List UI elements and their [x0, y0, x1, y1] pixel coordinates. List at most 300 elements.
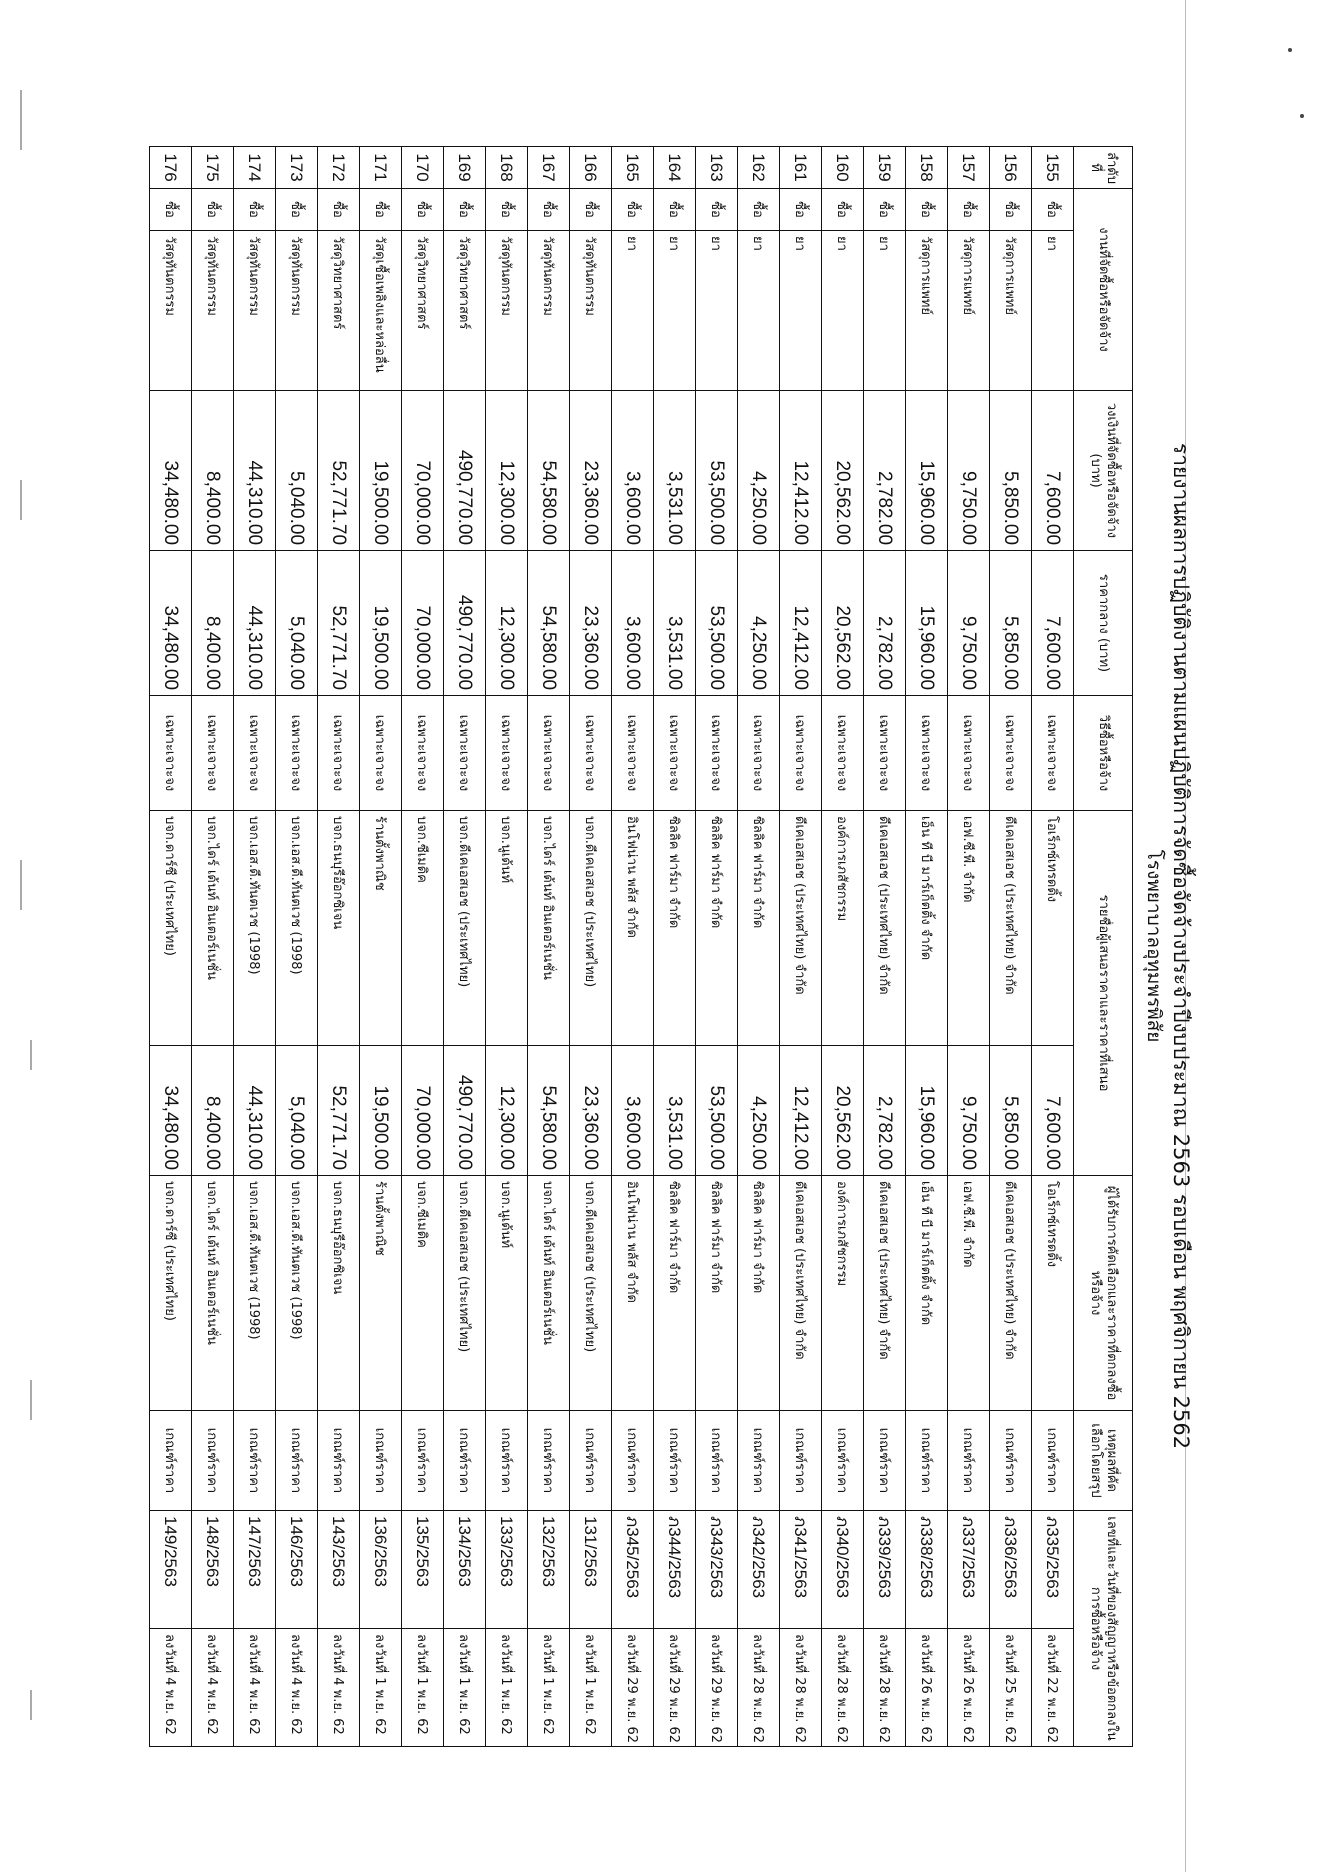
- cell-budget: 2,782.00: [864, 391, 906, 551]
- cell-bidder: บจก.ซีเมดิค: [402, 811, 444, 1046]
- cell-contract-no: ภ335/2563: [1032, 1511, 1074, 1629]
- cell-type: ซื้อ: [822, 189, 864, 231]
- cell-item: วัสดุทันตกรรม: [150, 231, 192, 391]
- cell-item: ยา: [1032, 231, 1074, 391]
- cell-no: 175: [192, 147, 234, 189]
- cell-winner: บจก.เอส.ดี.ทันตเวช (1998): [234, 1176, 276, 1411]
- cell-item: วัสดุการแพทย์: [906, 231, 948, 391]
- cell-bidder: เอ็น ที บี มาร์เก็ตติ้ง จำกัด: [906, 811, 948, 1046]
- cell-method: เฉพาะเจาะจง: [948, 696, 990, 811]
- cell-no: 170: [402, 147, 444, 189]
- cell-median-price: 490,770.00: [444, 551, 486, 696]
- cell-no: 173: [276, 147, 318, 189]
- cell-method: เฉพาะเจาะจง: [360, 696, 402, 811]
- cell-method: เฉพาะเจาะจง: [234, 696, 276, 811]
- cell-contract-date: ลงวันที่ 28 พ.ย. 62: [822, 1629, 864, 1747]
- cell-method: เฉพาะเจาะจง: [906, 696, 948, 811]
- cell-contract-date: ลงวันที่ 29 พ.ย. 62: [654, 1629, 696, 1747]
- cell-item: ยา: [738, 231, 780, 391]
- cell-contract-date: ลงวันที่ 28 พ.ย. 62: [738, 1629, 780, 1747]
- cell-bidder: ร้านตั้งพาณิช: [360, 811, 402, 1046]
- cell-bid-price: 34,480.00: [150, 1046, 192, 1176]
- cell-contract-no: 131/2563: [570, 1511, 612, 1629]
- cell-method: เฉพาะเจาะจง: [780, 696, 822, 811]
- cell-bidder: องค์การเภสัชกรรม: [822, 811, 864, 1046]
- cell-method: เฉพาะเจาะจง: [864, 696, 906, 811]
- cell-winner: อินโฟน่าน พลัส จำกัด: [612, 1176, 654, 1411]
- cell-bid-price: 5,040.00: [276, 1046, 318, 1176]
- cell-contract-date: ลงวันที่ 26 พ.ย. 62: [948, 1629, 990, 1747]
- cell-type: ซื้อ: [1032, 189, 1074, 231]
- cell-budget: 23,360.00: [570, 391, 612, 551]
- cell-contract-no: ภ336/2563: [990, 1511, 1032, 1629]
- scan-mark: [20, 480, 22, 520]
- cell-no: 174: [234, 147, 276, 189]
- cell-bid-price: 12,412.00: [780, 1046, 822, 1176]
- cell-method: เฉพาะเจาะจง: [654, 696, 696, 811]
- table-row: [318, 147, 360, 1747]
- cell-contract-date: ลงวันที่ 22 พ.ย. 62: [1032, 1629, 1074, 1747]
- cell-budget: 19,500.00: [360, 391, 402, 551]
- cell-contract-no: 146/2563: [276, 1511, 318, 1629]
- cell-item: ยา: [822, 231, 864, 391]
- cell-contract-no: ภ345/2563: [612, 1511, 654, 1629]
- table-row: [906, 147, 948, 1747]
- cell-winner: โอเร็กซ์เทรดดิ้ง: [1032, 1176, 1074, 1411]
- table-row: [192, 147, 234, 1747]
- table-row: [864, 147, 906, 1747]
- cell-bid-price: 4,250.00: [738, 1046, 780, 1176]
- table-row: [738, 147, 780, 1747]
- cell-budget: 5,850.00: [990, 391, 1032, 551]
- cell-bid-price: 54,580.00: [528, 1046, 570, 1176]
- cell-winner: ดีเคเอสเอช (ประเทศไทย) จำกัด: [780, 1176, 822, 1411]
- cell-median-price: 15,960.00: [906, 551, 948, 696]
- cell-budget: 4,250.00: [738, 391, 780, 551]
- cell-no: 163: [696, 147, 738, 189]
- cell-budget: 8,400.00: [192, 391, 234, 551]
- cell-contract-no: 134/2563: [444, 1511, 486, 1629]
- cell-method: เฉพาะเจาะจง: [486, 696, 528, 811]
- cell-bidder: บจก.ไดร์ เด้นท์ อินเตอร์เนชั่น: [528, 811, 570, 1046]
- cell-type: ซื้อ: [360, 189, 402, 231]
- table-row: [402, 147, 444, 1747]
- cell-bidder: บจก.นูเด้นท์: [486, 811, 528, 1046]
- cell-median-price: 20,562.00: [822, 551, 864, 696]
- table-row: [780, 147, 822, 1747]
- cell-reason: เกณฑ์ราคา: [192, 1411, 234, 1511]
- cell-reason: เกณฑ์ราคา: [444, 1411, 486, 1511]
- table-row: [612, 147, 654, 1747]
- cell-item: วัสดุทันตกรรม: [570, 231, 612, 391]
- cell-contract-date: ลงวันที่ 1 พ.ย. 62: [570, 1629, 612, 1747]
- cell-reason: เกณฑ์ราคา: [822, 1411, 864, 1511]
- cell-budget: 70,000.00: [402, 391, 444, 551]
- cell-reason: เกณฑ์ราคา: [402, 1411, 444, 1511]
- cell-contract-date: ลงวันที่ 29 พ.ย. 62: [696, 1629, 738, 1747]
- cell-contract-no: ภ344/2563: [654, 1511, 696, 1629]
- cell-budget: 12,300.00: [486, 391, 528, 551]
- table-row: [234, 147, 276, 1747]
- cell-median-price: 4,250.00: [738, 551, 780, 696]
- cell-reason: เกณฑ์ราคา: [486, 1411, 528, 1511]
- cell-bidder: ซิลลิค ฟาร์มา จำกัด: [654, 811, 696, 1046]
- cell-bid-price: 52,771.70: [318, 1046, 360, 1176]
- cell-budget: 5,040.00: [276, 391, 318, 551]
- cell-reason: เกณฑ์ราคา: [1032, 1411, 1074, 1511]
- table-row: [990, 147, 1032, 1747]
- cell-no: 167: [528, 147, 570, 189]
- cell-bidder: ดีเคเอสเอช (ประเทศไทย) จำกัด: [864, 811, 906, 1046]
- procurement-table: [149, 146, 1133, 1747]
- cell-winner: เอฟ.ซี.พี. จำกัด: [948, 1176, 990, 1411]
- cell-median-price: 5,040.00: [276, 551, 318, 696]
- cell-winner: ดีเคเอสเอช (ประเทศไทย) จำกัด: [864, 1176, 906, 1411]
- cell-reason: เกณฑ์ราคา: [906, 1411, 948, 1511]
- cell-type: ซื้อ: [696, 189, 738, 231]
- cell-method: เฉพาะเจาะจง: [402, 696, 444, 811]
- cell-type: ซื้อ: [150, 189, 192, 231]
- cell-contract-no: ภ342/2563: [738, 1511, 780, 1629]
- cell-no: 176: [150, 147, 192, 189]
- cell-type: ซื้อ: [864, 189, 906, 231]
- cell-no: 161: [780, 147, 822, 189]
- hospital-name: โรงพยาบาลอุทุมพรพิสัย: [1143, 849, 1165, 1043]
- cell-contract-date: ลงวันที่ 1 พ.ย. 62: [486, 1629, 528, 1747]
- cell-reason: เกณฑ์ราคา: [612, 1411, 654, 1511]
- cell-item: วัสดุทันตกรรม: [486, 231, 528, 391]
- cell-bidder: ซิลลิค ฟาร์มา จำกัด: [696, 811, 738, 1046]
- cell-type: ซื้อ: [486, 189, 528, 231]
- cell-no: 169: [444, 147, 486, 189]
- cell-contract-no: 135/2563: [402, 1511, 444, 1629]
- cell-contract-date: ลงวันที่ 4 พ.ย. 62: [276, 1629, 318, 1747]
- cell-bidder: บจก.เอส.ดี.ทันตเวช (1998): [234, 811, 276, 1046]
- cell-budget: 9,750.00: [948, 391, 990, 551]
- cell-item: ยา: [612, 231, 654, 391]
- cell-contract-date: ลงวันที่ 4 พ.ย. 62: [192, 1629, 234, 1747]
- cell-bid-price: 490,770.00: [444, 1046, 486, 1176]
- scan-mark: [20, 90, 22, 150]
- cell-reason: เกณฑ์ราคา: [276, 1411, 318, 1511]
- col-header-no: ลำดับที่: [1074, 147, 1133, 189]
- table-row: [1032, 147, 1074, 1747]
- cell-method: เฉพาะเจาะจง: [192, 696, 234, 811]
- scan-speck: [1288, 48, 1292, 52]
- cell-contract-date: ลงวันที่ 4 พ.ย. 62: [318, 1629, 360, 1747]
- cell-bidder: เอฟ.ซี.พี. จำกัด: [948, 811, 990, 1046]
- cell-contract-no: ภ341/2563: [780, 1511, 822, 1629]
- cell-budget: 20,562.00: [822, 391, 864, 551]
- cell-no: 155: [1032, 147, 1074, 189]
- cell-contract-date: ลงวันที่ 1 พ.ย. 62: [444, 1629, 486, 1747]
- table-row: [822, 147, 864, 1747]
- cell-item: ยา: [696, 231, 738, 391]
- cell-bid-price: 23,360.00: [570, 1046, 612, 1176]
- cell-type: ซื้อ: [570, 189, 612, 231]
- cell-reason: เกณฑ์ราคา: [780, 1411, 822, 1511]
- cell-median-price: 23,360.00: [570, 551, 612, 696]
- cell-method: เฉพาะเจาะจง: [696, 696, 738, 811]
- cell-winner: บจก.ไดร์ เด้นท์ อินเตอร์เนชั่น: [192, 1176, 234, 1411]
- cell-reason: เกณฑ์ราคา: [570, 1411, 612, 1511]
- cell-no: 158: [906, 147, 948, 189]
- cell-item: ยา: [654, 231, 696, 391]
- cell-type: ซื้อ: [444, 189, 486, 231]
- cell-winner: ซิลลิค ฟาร์มา จำกัด: [738, 1176, 780, 1411]
- table-row: [696, 147, 738, 1747]
- col-header-median-price: ราคากลาง (บาท): [1074, 551, 1133, 696]
- scan-mark: [30, 1690, 32, 1720]
- cell-median-price: 44,310.00: [234, 551, 276, 696]
- cell-median-price: 12,300.00: [486, 551, 528, 696]
- cell-median-price: 70,000.00: [402, 551, 444, 696]
- cell-reason: เกณฑ์ราคา: [234, 1411, 276, 1511]
- cell-contract-date: ลงวันที่ 1 พ.ย. 62: [528, 1629, 570, 1747]
- cell-contract-no: 149/2563: [150, 1511, 192, 1629]
- col-header-winner: ผู้ได้รับการคัดเลือกและราคาที่ตกลงซื้อหรือจ้าง: [1074, 1176, 1133, 1411]
- table-row: [360, 147, 402, 1747]
- cell-bidder: ซิลลิค ฟาร์มา จำกัด: [738, 811, 780, 1046]
- cell-bidder: บจก.ธนบุรีอ๊อกซิเจน: [318, 811, 360, 1046]
- cell-no: 171: [360, 147, 402, 189]
- cell-contract-no: 132/2563: [528, 1511, 570, 1629]
- cell-item: วัสดุทันตกรรม: [234, 231, 276, 391]
- cell-type: ซื้อ: [318, 189, 360, 231]
- cell-bid-price: 8,400.00: [192, 1046, 234, 1176]
- table-row: [444, 147, 486, 1747]
- cell-item: วัสดุการแพทย์: [990, 231, 1032, 391]
- cell-winner: ร้านตั้งพาณิช: [360, 1176, 402, 1411]
- col-header-contract: เลขที่และวันที่ของสัญญาหรือข้อตกลงในการซื้อหรือจ้าง: [1074, 1511, 1133, 1747]
- cell-contract-no: 148/2563: [192, 1511, 234, 1629]
- cell-method: เฉพาะเจาะจง: [318, 696, 360, 811]
- cell-bidder: บจก.ดีเคเอสเอช (ประเทศไทย): [570, 811, 612, 1046]
- col-header-bidders: รายชื่อผู้เสนอราคาและราคาที่เสนอ: [1074, 811, 1133, 1176]
- cell-budget: 15,960.00: [906, 391, 948, 551]
- table-row: [654, 147, 696, 1747]
- cell-median-price: 12,412.00: [780, 551, 822, 696]
- cell-contract-no: ภ343/2563: [696, 1511, 738, 1629]
- cell-item: ยา: [864, 231, 906, 391]
- cell-no: 157: [948, 147, 990, 189]
- cell-no: 160: [822, 147, 864, 189]
- cell-winner: บจก.เอส.ดี.ทันตเวช (1998): [276, 1176, 318, 1411]
- cell-method: เฉพาะเจาะจง: [822, 696, 864, 811]
- scan-mark: [20, 860, 22, 910]
- cell-method: เฉพาะเจาะจง: [276, 696, 318, 811]
- cell-type: ซื้อ: [276, 189, 318, 231]
- cell-bid-price: 44,310.00: [234, 1046, 276, 1176]
- cell-budget: 7,600.00: [1032, 391, 1074, 551]
- cell-contract-date: ลงวันที่ 28 พ.ย. 62: [780, 1629, 822, 1747]
- cell-item: วัสดุวิทยาศาสตร์: [318, 231, 360, 391]
- table-row: [948, 147, 990, 1747]
- cell-bid-price: 9,750.00: [948, 1046, 990, 1176]
- table-row: [486, 147, 528, 1747]
- cell-type: ซื้อ: [192, 189, 234, 231]
- cell-bid-price: 5,850.00: [990, 1046, 1032, 1176]
- cell-winner: บจก.ดีเคเอสเอช (ประเทศไทย): [570, 1176, 612, 1411]
- cell-bidder: ดีเคเอสเอช (ประเทศไทย) จำกัด: [780, 811, 822, 1046]
- cell-budget: 44,310.00: [234, 391, 276, 551]
- cell-bid-price: 12,300.00: [486, 1046, 528, 1176]
- cell-type: ซื้อ: [402, 189, 444, 231]
- cell-winner: บจก.ธนบุรีอ๊อกซิเจน: [318, 1176, 360, 1411]
- cell-contract-no: ภ337/2563: [948, 1511, 990, 1629]
- cell-reason: เกณฑ์ราคา: [738, 1411, 780, 1511]
- cell-method: เฉพาะเจาะจง: [1032, 696, 1074, 811]
- cell-type: ซื้อ: [612, 189, 654, 231]
- cell-item: วัสดุวิทยาศาสตร์: [402, 231, 444, 391]
- cell-item: วัสดุทันตกรรม: [276, 231, 318, 391]
- cell-no: 156: [990, 147, 1032, 189]
- cell-type: ซื้อ: [948, 189, 990, 231]
- cell-no: 159: [864, 147, 906, 189]
- scan-speck: [1300, 114, 1304, 118]
- cell-median-price: 54,580.00: [528, 551, 570, 696]
- cell-winner: บจก.ซีเมดิค: [402, 1176, 444, 1411]
- cell-item: ยา: [780, 231, 822, 391]
- cell-contract-no: ภ340/2563: [822, 1511, 864, 1629]
- cell-bid-price: 19,500.00: [360, 1046, 402, 1176]
- cell-method: เฉพาะเจาะจง: [738, 696, 780, 811]
- cell-type: ซื้อ: [234, 189, 276, 231]
- cell-contract-date: ลงวันที่ 28 พ.ย. 62: [864, 1629, 906, 1747]
- table-row: [276, 147, 318, 1747]
- cell-reason: เกณฑ์ราคา: [150, 1411, 192, 1511]
- cell-item: วัสดุวิทยาศาสตร์: [444, 231, 486, 391]
- col-header-reason: เหตุผลที่คัดเลือกโดยสรุป: [1074, 1411, 1133, 1511]
- cell-median-price: 5,850.00: [990, 551, 1032, 696]
- cell-median-price: 2,782.00: [864, 551, 906, 696]
- table-row: [570, 147, 612, 1747]
- cell-budget: 52,771.70: [318, 391, 360, 551]
- cell-item: วัสดุเชื้อเพลิงและหล่อลื่น: [360, 231, 402, 391]
- cell-contract-date: ลงวันที่ 26 พ.ย. 62: [906, 1629, 948, 1747]
- cell-reason: เกณฑ์ราคา: [990, 1411, 1032, 1511]
- cell-no: 162: [738, 147, 780, 189]
- cell-winner: ดีเคเอสเอช (ประเทศไทย) จำกัด: [990, 1176, 1032, 1411]
- cell-median-price: 52,771.70: [318, 551, 360, 696]
- cell-no: 164: [654, 147, 696, 189]
- col-header-method: วิธีซื้อหรือจ้าง: [1074, 696, 1133, 811]
- cell-budget: 490,770.00: [444, 391, 486, 551]
- cell-method: เฉพาะเจาะจง: [612, 696, 654, 811]
- cell-winner: บจก.ดีเคเอสเอช (ประเทศไทย): [444, 1176, 486, 1411]
- cell-median-price: 53,500.00: [696, 551, 738, 696]
- cell-reason: เกณฑ์ราคา: [948, 1411, 990, 1511]
- cell-bidder: บจก.ดาร์ซี (ประเทศไทย): [150, 811, 192, 1046]
- cell-reason: เกณฑ์ราคา: [864, 1411, 906, 1511]
- cell-contract-date: ลงวันที่ 1 พ.ย. 62: [360, 1629, 402, 1747]
- cell-budget: 54,580.00: [528, 391, 570, 551]
- cell-type: ซื้อ: [780, 189, 822, 231]
- cell-no: 165: [612, 147, 654, 189]
- cell-reason: เกณฑ์ราคา: [528, 1411, 570, 1511]
- cell-item: วัสดุการแพทย์: [948, 231, 990, 391]
- col-header-budget: วงเงินที่จัดซื้อหรือจัดจ้าง (บาท): [1074, 391, 1133, 551]
- cell-contract-no: 133/2563: [486, 1511, 528, 1629]
- cell-budget: 12,412.00: [780, 391, 822, 551]
- cell-reason: เกณฑ์ราคา: [360, 1411, 402, 1511]
- cell-median-price: 3,531.00: [654, 551, 696, 696]
- cell-item: วัสดุทันตกรรม: [528, 231, 570, 391]
- cell-bid-price: 70,000.00: [402, 1046, 444, 1176]
- table-row: [528, 147, 570, 1747]
- cell-bid-price: 53,500.00: [696, 1046, 738, 1176]
- report-title: รายงานผลการปฏิบัติงานตามแผนปฏิบัติการจัดซื้อจัดจ้างประจำปีงบประมาณ 2563 รอบเดือน พฤศจิกายน 2562: [1169, 442, 1193, 1450]
- cell-bidder: บจก.ดีเคเอสเอช (ประเทศไทย): [444, 811, 486, 1046]
- cell-bid-price: 3,600.00: [612, 1046, 654, 1176]
- cell-no: 172: [318, 147, 360, 189]
- cell-bidder: ดีเคเอสเอช (ประเทศไทย) จำกัด: [990, 811, 1032, 1046]
- cell-contract-no: 136/2563: [360, 1511, 402, 1629]
- cell-budget: 53,500.00: [696, 391, 738, 551]
- cell-bid-price: 7,600.00: [1032, 1046, 1074, 1176]
- cell-contract-date: ลงวันที่ 1 พ.ย. 62: [402, 1629, 444, 1747]
- cell-reason: เกณฑ์ราคา: [318, 1411, 360, 1511]
- cell-reason: เกณฑ์ราคา: [654, 1411, 696, 1511]
- cell-contract-date: ลงวันที่ 29 พ.ย. 62: [612, 1629, 654, 1747]
- rotated-report: [65, 146, 1195, 1746]
- cell-type: ซื้อ: [990, 189, 1032, 231]
- cell-bidder: บจก.เอส.ดี.ทันตเวช (1998): [276, 811, 318, 1046]
- cell-type: ซื้อ: [906, 189, 948, 231]
- table-body: [150, 147, 1074, 1747]
- table-header-row: [1074, 147, 1133, 1747]
- cell-method: เฉพาะเจาะจง: [150, 696, 192, 811]
- cell-method: เฉพาะเจาะจง: [570, 696, 612, 811]
- cell-winner: ซิลลิค ฟาร์มา จำกัด: [654, 1176, 696, 1411]
- cell-bid-price: 2,782.00: [864, 1046, 906, 1176]
- cell-budget: 3,531.00: [654, 391, 696, 551]
- cell-contract-no: 147/2563: [234, 1511, 276, 1629]
- scan-mark: [30, 1040, 32, 1070]
- cell-median-price: 7,600.00: [1032, 551, 1074, 696]
- cell-winner: องค์การเภสัชกรรม: [822, 1176, 864, 1411]
- cell-budget: 3,600.00: [612, 391, 654, 551]
- cell-median-price: 8,400.00: [192, 551, 234, 696]
- cell-type: ซื้อ: [654, 189, 696, 231]
- cell-budget: 34,480.00: [150, 391, 192, 551]
- cell-contract-no: 143/2563: [318, 1511, 360, 1629]
- table-row: [150, 147, 192, 1747]
- cell-winner: เอ็น ที บี มาร์เก็ตติ้ง จำกัด: [906, 1176, 948, 1411]
- cell-median-price: 34,480.00: [150, 551, 192, 696]
- cell-bid-price: 20,562.00: [822, 1046, 864, 1176]
- cell-contract-date: ลงวันที่ 4 พ.ย. 62: [234, 1629, 276, 1747]
- cell-type: ซื้อ: [528, 189, 570, 231]
- cell-item: วัสดุทันตกรรม: [192, 231, 234, 391]
- cell-bid-price: 3,531.00: [654, 1046, 696, 1176]
- cell-median-price: 9,750.00: [948, 551, 990, 696]
- cell-bid-price: 15,960.00: [906, 1046, 948, 1176]
- col-header-item: งานที่จัดซื้อหรือจัดจ้าง: [1074, 189, 1133, 391]
- cell-no: 168: [486, 147, 528, 189]
- cell-median-price: 3,600.00: [612, 551, 654, 696]
- cell-contract-no: ภ338/2563: [906, 1511, 948, 1629]
- cell-method: เฉพาะเจาะจง: [990, 696, 1032, 811]
- cell-winner: บจก.ไดร์ เด้นท์ อินเตอร์เนชั่น: [528, 1176, 570, 1411]
- cell-contract-no: ภ339/2563: [864, 1511, 906, 1629]
- cell-type: ซื้อ: [738, 189, 780, 231]
- scan-mark: [30, 1380, 32, 1420]
- cell-bidder: บจก.ไดร์ เด้นท์ อินเตอร์เนชั่น: [192, 811, 234, 1046]
- cell-winner: ซิลลิค ฟาร์มา จำกัด: [696, 1176, 738, 1411]
- cell-method: เฉพาะเจาะจง: [528, 696, 570, 811]
- cell-no: 166: [570, 147, 612, 189]
